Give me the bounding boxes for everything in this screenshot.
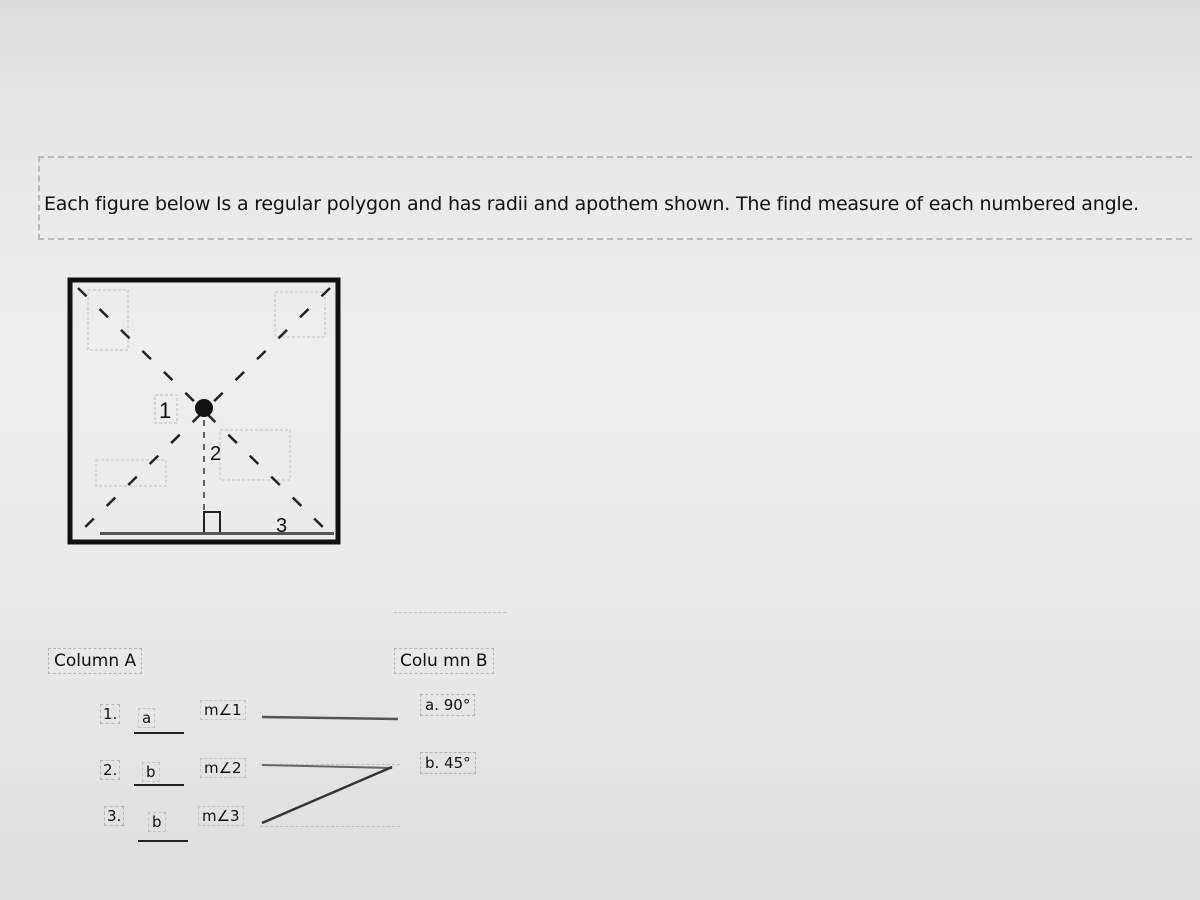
square-diagram	[60, 270, 350, 555]
column-b-top-border	[394, 612, 506, 613]
column-b-heading: Colu mn B	[394, 648, 494, 674]
match-line-1	[262, 717, 398, 719]
right-angle-mark	[204, 512, 220, 532]
answer-field-1[interactable]: a	[138, 708, 155, 728]
answer-line-2	[134, 784, 184, 786]
angle-label-2: 2	[210, 443, 222, 465]
row-divider	[260, 826, 400, 827]
option-a: a. 90°	[420, 694, 475, 716]
item-number-3: 3.	[104, 806, 124, 826]
item-number-2: 2.	[100, 760, 120, 780]
option-b: b. 45°	[420, 752, 476, 774]
measure-label-3: m∠3	[198, 806, 244, 826]
measure-label-2: m∠2	[200, 758, 246, 778]
match-line-3	[262, 767, 392, 823]
item-number-1: 1.	[100, 704, 120, 724]
angle-label-3: 3	[276, 515, 288, 537]
angle-label-1: 1	[159, 398, 172, 423]
instruction-text: Each figure below Is a regular polygon and has radii and apothem shown. The find measure of each numbered angle.	[44, 193, 1139, 215]
row-divider	[260, 764, 400, 765]
match-line-2	[262, 765, 392, 768]
answer-line-3	[138, 840, 188, 842]
answer-field-2[interactable]: b	[142, 762, 160, 782]
answer-field-3[interactable]: b	[148, 812, 166, 832]
column-a-heading: Column A	[48, 648, 142, 674]
answer-line-1	[134, 732, 184, 734]
square-figure	[60, 270, 350, 555]
center-point	[195, 399, 213, 417]
measure-label-1: m∠1	[200, 700, 246, 720]
